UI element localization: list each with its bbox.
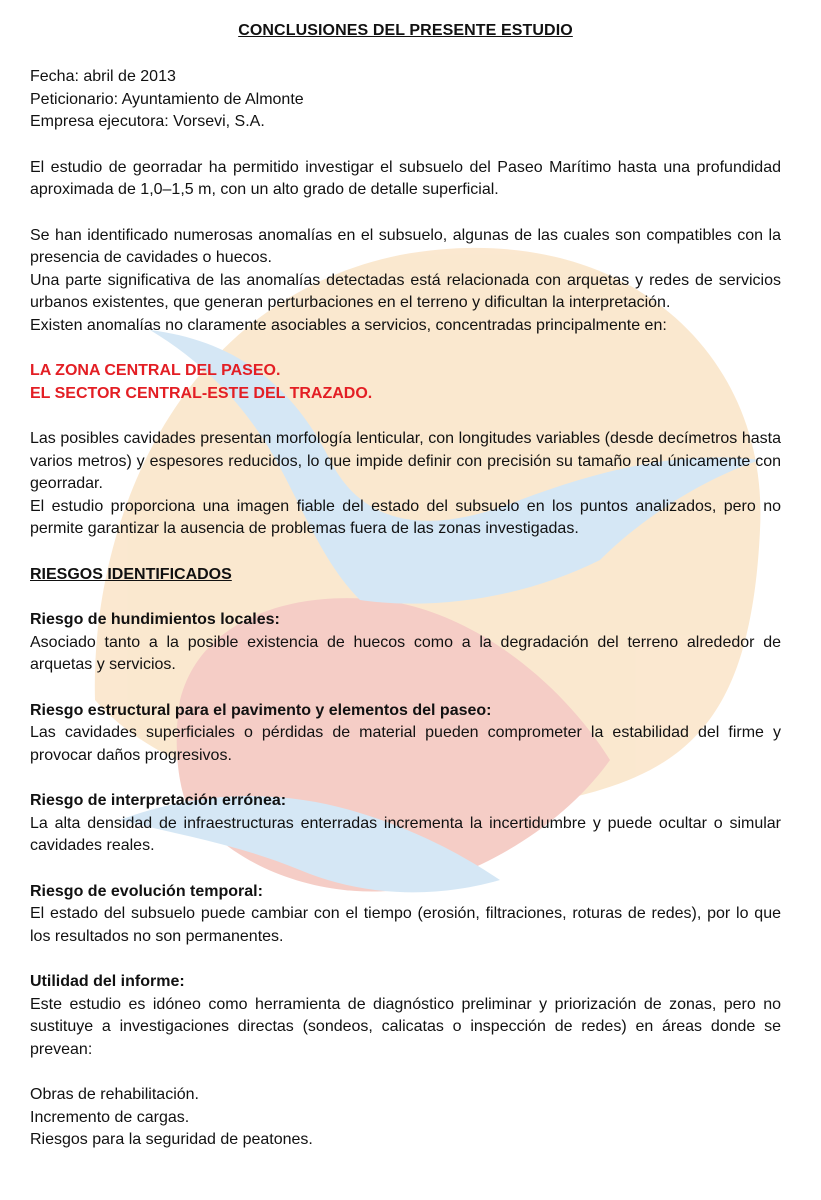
cavidades-paragraph-2: El estudio proporciona una imagen fiable del estado del subsuelo en los puntos analizados, pero no permite garantizar la ausencia de problemas fuera de las zonas investigadas. xyxy=(30,497,781,537)
anomalias-paragraph-1: Se han identificado numerosas anomalías en el subsuelo, algunas de las cuales son compatibles con la presencia de cavidades o huecos. xyxy=(30,226,781,266)
riesgos-heading: RIESGOS IDENTIFICADOS xyxy=(30,565,232,583)
utilidad-text: Este estudio es idóneo como herramienta de diagnóstico preliminar y priorización de zonas, pero no sustituye a investigaciones directas (sondeos, calicatas o inspección de redes) en áreas donde se prevean: xyxy=(30,995,781,1058)
list-item: Riesgos para la seguridad de peatones. xyxy=(30,1131,313,1148)
riesgo-title: Riesgo de interpretación errónea: xyxy=(30,792,287,809)
anomalias-paragraph-2: Una parte significativa de las anomalías detectadas está relacionada con arquetas y redes de servicios urbanos existentes, que generan perturbaciones en el terreno y dificultan la interpretación. xyxy=(30,271,781,311)
anomalias-paragraph-3: Existen anomalías no claramente asociables a servicios, concentradas principalmente en: xyxy=(30,316,667,334)
utilidad-title: Utilidad del informe: xyxy=(30,973,185,990)
meta-empresa: Empresa ejecutora: Vorsevi, S.A. xyxy=(30,113,265,130)
list-item: Incremento de cargas. xyxy=(30,1108,190,1126)
riesgo-text: Asociado tanto a la posible existencia de huecos como a la degradación del terreno alrededor de arquetas y servicios. xyxy=(30,633,781,673)
intro-paragraph: El estudio de georradar ha permitido investigar el subsuelo del Paseo Marítimo hasta una profundidad aproximada de 1,0–1,5 m, con un alto grado de detalle superficial. xyxy=(30,158,781,198)
riesgo-text: Las cavidades superficiales o pérdidas de material pueden comprometer la estabilidad del firme y provocar daños progresivos. xyxy=(30,724,781,764)
meta-peticionario: Peticionario: Ayuntamiento de Almonte xyxy=(30,90,304,108)
riesgo-title: Riesgo estructural para el pavimento y elementos del paseo: xyxy=(30,701,492,719)
zona-item: EL SECTOR CENTRAL-ESTE DEL TRAZADO. xyxy=(30,384,373,402)
riesgo-text: La alta densidad de infraestructuras enterradas incrementa la incertidumbre y puede ocultar o simular cavidades reales. xyxy=(30,814,781,854)
riesgo-text: El estado del subsuelo puede cambiar con el tiempo (erosión, filtraciones, roturas de redes), por lo que los resultados no son permanentes. xyxy=(30,905,781,945)
cavidades-paragraph-1: Las posibles cavidades presentan morfología lenticular, con longitudes variables (desde decímetros hasta varios metros) y espesores reducidos, lo que impide definir con precisión su tamaño real únicamente con georradar. xyxy=(30,430,781,492)
zona-item: LA ZONA CENTRAL DEL PASEO. xyxy=(30,362,281,379)
riesgo-title: Riesgo de hundimientos locales: xyxy=(30,611,280,628)
page-title: CONCLUSIONES DEL PRESENTE ESTUDIO xyxy=(238,22,573,39)
meta-fecha: Fecha: abril de 2013 xyxy=(30,68,176,85)
riesgo-title: Riesgo de evolución temporal: xyxy=(30,882,263,900)
list-item: Obras de rehabilitación. xyxy=(30,1086,199,1103)
